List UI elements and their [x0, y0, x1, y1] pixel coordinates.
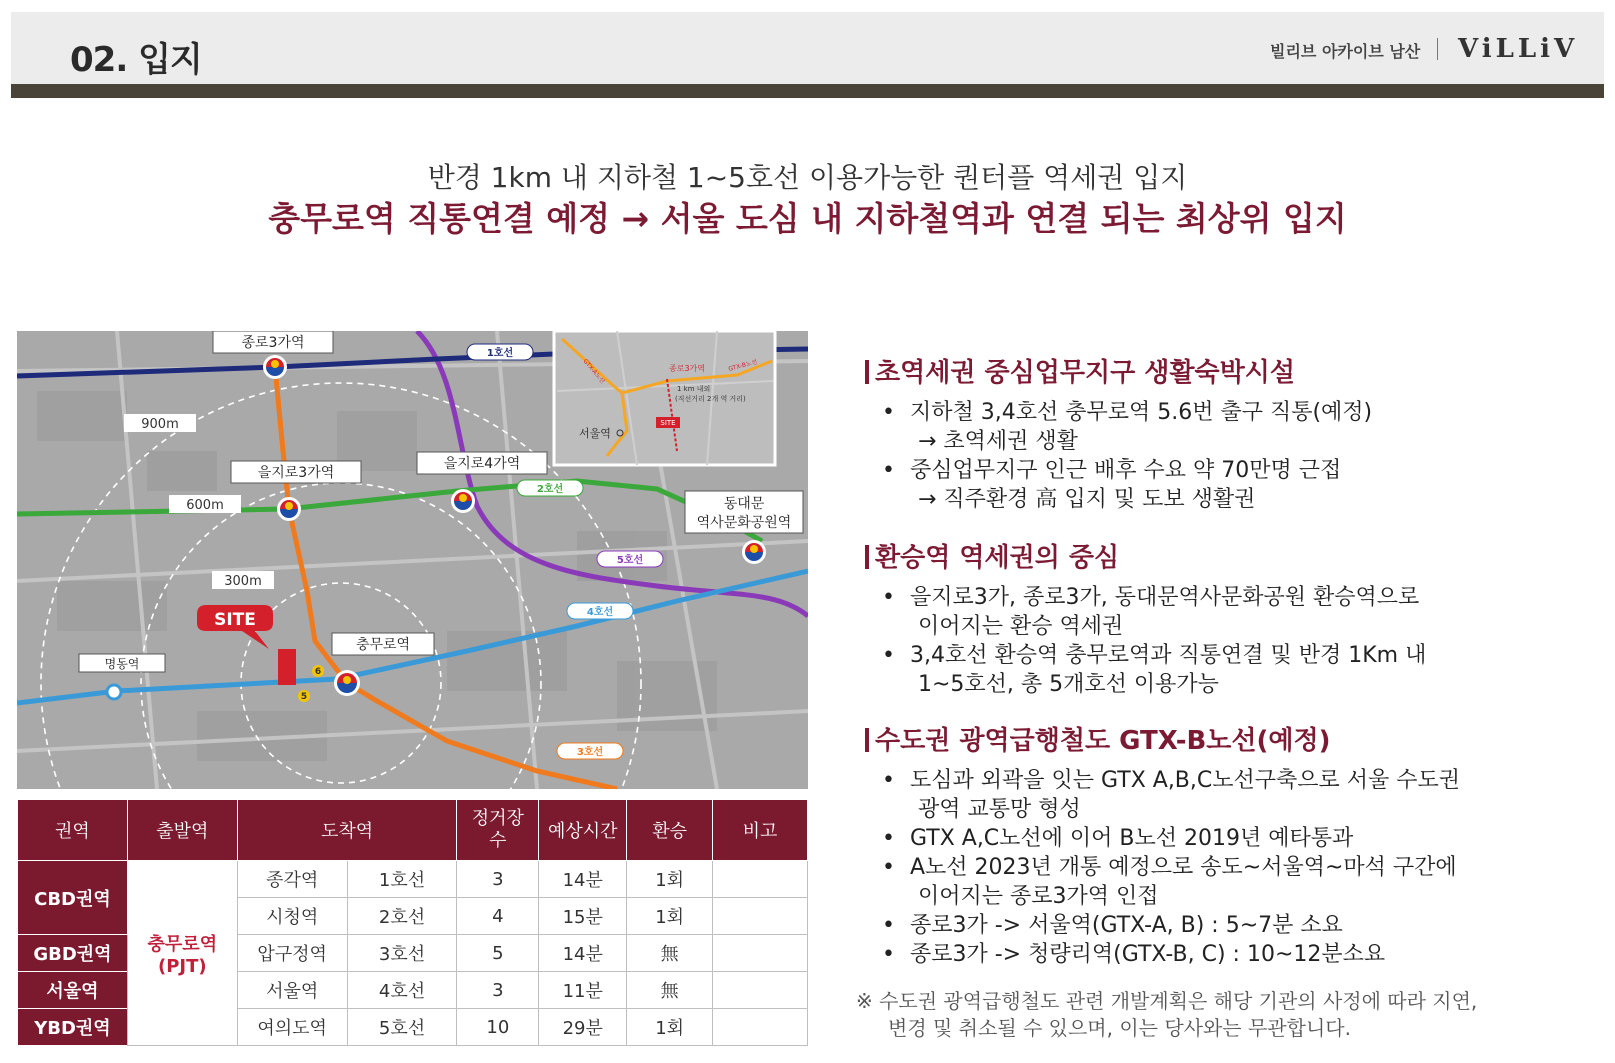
- radius-300-label: 300m: [224, 574, 262, 589]
- header-stops-line: 수: [489, 830, 507, 851]
- dest-note: [713, 972, 808, 1009]
- header-dest: 도착역: [237, 800, 457, 861]
- header-stops-text: [472, 808, 524, 851]
- inset-map: [554, 331, 775, 465]
- station-jongno3-marker: [263, 355, 287, 379]
- inset-distance-label-1: 1 km 내외: [677, 385, 711, 393]
- note-line-2: 변경 및 취소될 수 있으며, 이는 당사와는 무관합니다.: [888, 1016, 1351, 1040]
- dest-station: 여의도역: [237, 1009, 347, 1046]
- header-rule: [11, 84, 1604, 98]
- bullet-item: • 중심업무지구 인근 배후 수요 약 70만명 근접: [880, 456, 1372, 485]
- brand-logo: ViLLiV: [1458, 34, 1579, 64]
- inset-gtx-b-label: GTX-B노선: [727, 358, 759, 373]
- bullet-item: • 을지로3가, 종로3가, 동대문역사문화공원 환승역으로: [880, 583, 1426, 612]
- table-row: [18, 861, 808, 898]
- station-euljiro4-label: 을지로4가역: [443, 456, 521, 472]
- bullet-item: • A노선 2023년 개통 예정으로 송도~서울역~마석 구간에: [880, 853, 1460, 882]
- station-jongno3-label: 종로3가역: [241, 335, 305, 351]
- headline-title: 충무로역 직통연결 예정 → 서울 도심 내 지하철역과 연결 되는 최상위 입지: [268, 199, 1347, 238]
- station-ddp-marker: [742, 540, 766, 564]
- dest-time: 11분: [539, 972, 627, 1009]
- headline-subtitle: 반경 1km 내 지하철 1~5호선 이용가능한 퀀터플 역세권 입지: [427, 161, 1188, 194]
- dest-time: 14분: [539, 935, 627, 972]
- dest-line: 3호선: [347, 935, 457, 972]
- bullet-item: • 종로3가 -> 청량리역(GTX-B, C) : 10~12분소요: [880, 940, 1460, 969]
- bullet-item: • 지하철 3,4호선 충무로역 5.6번 출구 직통(예정): [880, 398, 1372, 427]
- bullet-subitem: 이어지는 종로3가역 인접: [918, 884, 1159, 909]
- dest-note: [713, 1009, 808, 1046]
- region-cbd: CBD권역: [18, 861, 128, 935]
- exit-5-label: 5: [300, 692, 308, 702]
- station-euljiro3-marker: [277, 497, 301, 521]
- section-bar: [865, 545, 869, 569]
- region-gbd: GBD권역: [18, 935, 128, 972]
- station-euljiro4-marker: [451, 489, 475, 513]
- dest-note: [713, 898, 808, 935]
- dest-time: 14분: [539, 861, 627, 898]
- region-seoul-station: 서울역: [18, 972, 128, 1009]
- page-title: 02. 입지: [70, 40, 202, 80]
- radius-600-label: 600m: [186, 498, 224, 513]
- section-bar: [865, 360, 869, 384]
- bullet-item: • 도심과 외곽을 잇는 GTX A,B,C노선구축으로 서울 수도권: [880, 766, 1460, 795]
- inset-jongno-label: 종로3가역: [669, 364, 706, 373]
- dest-transfer: 1회: [627, 898, 713, 935]
- line3-label: 3호선: [576, 747, 604, 758]
- section-title-1: [865, 352, 1295, 389]
- bullet-subitem: 이어지는 환승 역세권: [918, 614, 1124, 639]
- brand-divider: [1437, 38, 1438, 60]
- dest-transfer: 1회: [627, 861, 713, 898]
- dest-line: 4호선: [347, 972, 457, 1009]
- section-list-1: [880, 398, 1372, 514]
- region-ybd: YBD권역: [18, 1009, 128, 1046]
- header-transfer: 환승: [627, 800, 713, 861]
- radius-900-label: 900m: [141, 417, 179, 432]
- dest-station: 종각역: [237, 861, 347, 898]
- section-bar: [865, 728, 869, 752]
- dest-stops: 10: [457, 1009, 539, 1046]
- section-title-text: 초역세권 중심업무지구 생활숙박시설: [875, 358, 1295, 388]
- dest-line: 1호선: [347, 861, 457, 898]
- inset-seoul-station-label: 서울역: [579, 427, 611, 440]
- header-note: 비고: [713, 800, 808, 861]
- dest-line: 2호선: [347, 898, 457, 935]
- line2-label: 2호선: [536, 484, 564, 495]
- bullet-item: • 종로3가 -> 서울역(GTX-A, B) : 5~7분 소요: [880, 911, 1460, 940]
- dest-stops: 3: [457, 861, 539, 898]
- dest-station: 서울역: [237, 972, 347, 1009]
- start-station-name: 충무로역: [147, 933, 218, 955]
- station-myeongdong-marker: [107, 685, 121, 699]
- inset-site-label: SITE: [660, 419, 676, 427]
- dest-stops: 3: [457, 972, 539, 1009]
- bullet-subitem: 1~5호선, 총 5개호선 이용가능: [918, 672, 1219, 697]
- inset-distance-label-2: (직선거리 2개 역 거리): [675, 395, 746, 403]
- bullet-subitem: → 직주환경 高 입지 및 도보 생활권: [918, 487, 1256, 512]
- bullet-subitem: → 초역세권 생활: [918, 429, 1078, 454]
- section-title-3: [865, 720, 1331, 757]
- dest-note: [713, 861, 808, 898]
- line1-label: 1호선: [486, 348, 514, 359]
- header-start: 출발역: [127, 800, 237, 861]
- dest-station: 시청역: [237, 898, 347, 935]
- dest-transfer: 無: [627, 935, 713, 972]
- table-header-row: [18, 800, 808, 861]
- station-euljiro3-label: 을지로3가역: [257, 465, 335, 481]
- inset-gtx-a-label: GTX-A노선: [581, 357, 606, 386]
- section-title-text: 수도권 광역급행철도 GTX-B노선(예정): [875, 726, 1331, 756]
- station-chungmuro-label: 충무로역: [355, 637, 411, 653]
- brand-text: 빌리브 아카이브 남산: [1270, 42, 1421, 61]
- disclaimer-note: [856, 988, 1477, 1042]
- station-myeongdong-label: 명동역: [104, 657, 140, 671]
- bullet-subitem: 광역 교통망 형성: [918, 797, 1081, 822]
- station-ddp-label-2: 역사문화공원역: [696, 515, 792, 531]
- exit-6-label: 6: [314, 667, 322, 677]
- section-list-2: [880, 583, 1426, 699]
- section-title-text: 환승역 역세권의 중심: [875, 543, 1120, 573]
- dest-time: 29분: [539, 1009, 627, 1046]
- dest-station: 압구정역: [237, 935, 347, 972]
- bullet-item: • 3,4호선 환승역 충무로역과 직통연결 및 반경 1Km 내: [880, 641, 1426, 670]
- header-region: 권역: [18, 800, 128, 861]
- dest-time: 15분: [539, 898, 627, 935]
- dest-transfer: 無: [627, 972, 713, 1009]
- bullet-item: • GTX A,C노선에 이어 B노선 2019년 예타통과: [880, 824, 1460, 853]
- section-list-3: [880, 766, 1460, 969]
- header-stops: [457, 800, 539, 861]
- station-chungmuro-marker: [334, 670, 360, 696]
- note-line-1: ※ 수도권 광역급행철도 관련 개발계획은 해당 기관의 사정에 따라 지연,: [856, 989, 1478, 1013]
- station-ddp-label-1: 동대문: [723, 496, 765, 512]
- dest-stops: 5: [457, 935, 539, 972]
- subway-map: [17, 331, 808, 789]
- line5-label: 5호선: [616, 555, 644, 566]
- dest-transfer: 1회: [627, 1009, 713, 1046]
- section-title-2: [865, 537, 1119, 574]
- header-stops-line: 정거장: [471, 808, 524, 829]
- site-block: [278, 649, 296, 685]
- start-station-tag: (PJT): [158, 955, 207, 977]
- start-station: [127, 861, 237, 1046]
- site-label: SITE: [214, 610, 256, 630]
- dest-line: 5호선: [347, 1009, 457, 1046]
- line4-label: 4호선: [586, 607, 614, 618]
- dest-note: [713, 935, 808, 972]
- header-time: 예상시간: [539, 800, 627, 861]
- dest-stops: 4: [457, 898, 539, 935]
- route-table: [17, 799, 808, 1046]
